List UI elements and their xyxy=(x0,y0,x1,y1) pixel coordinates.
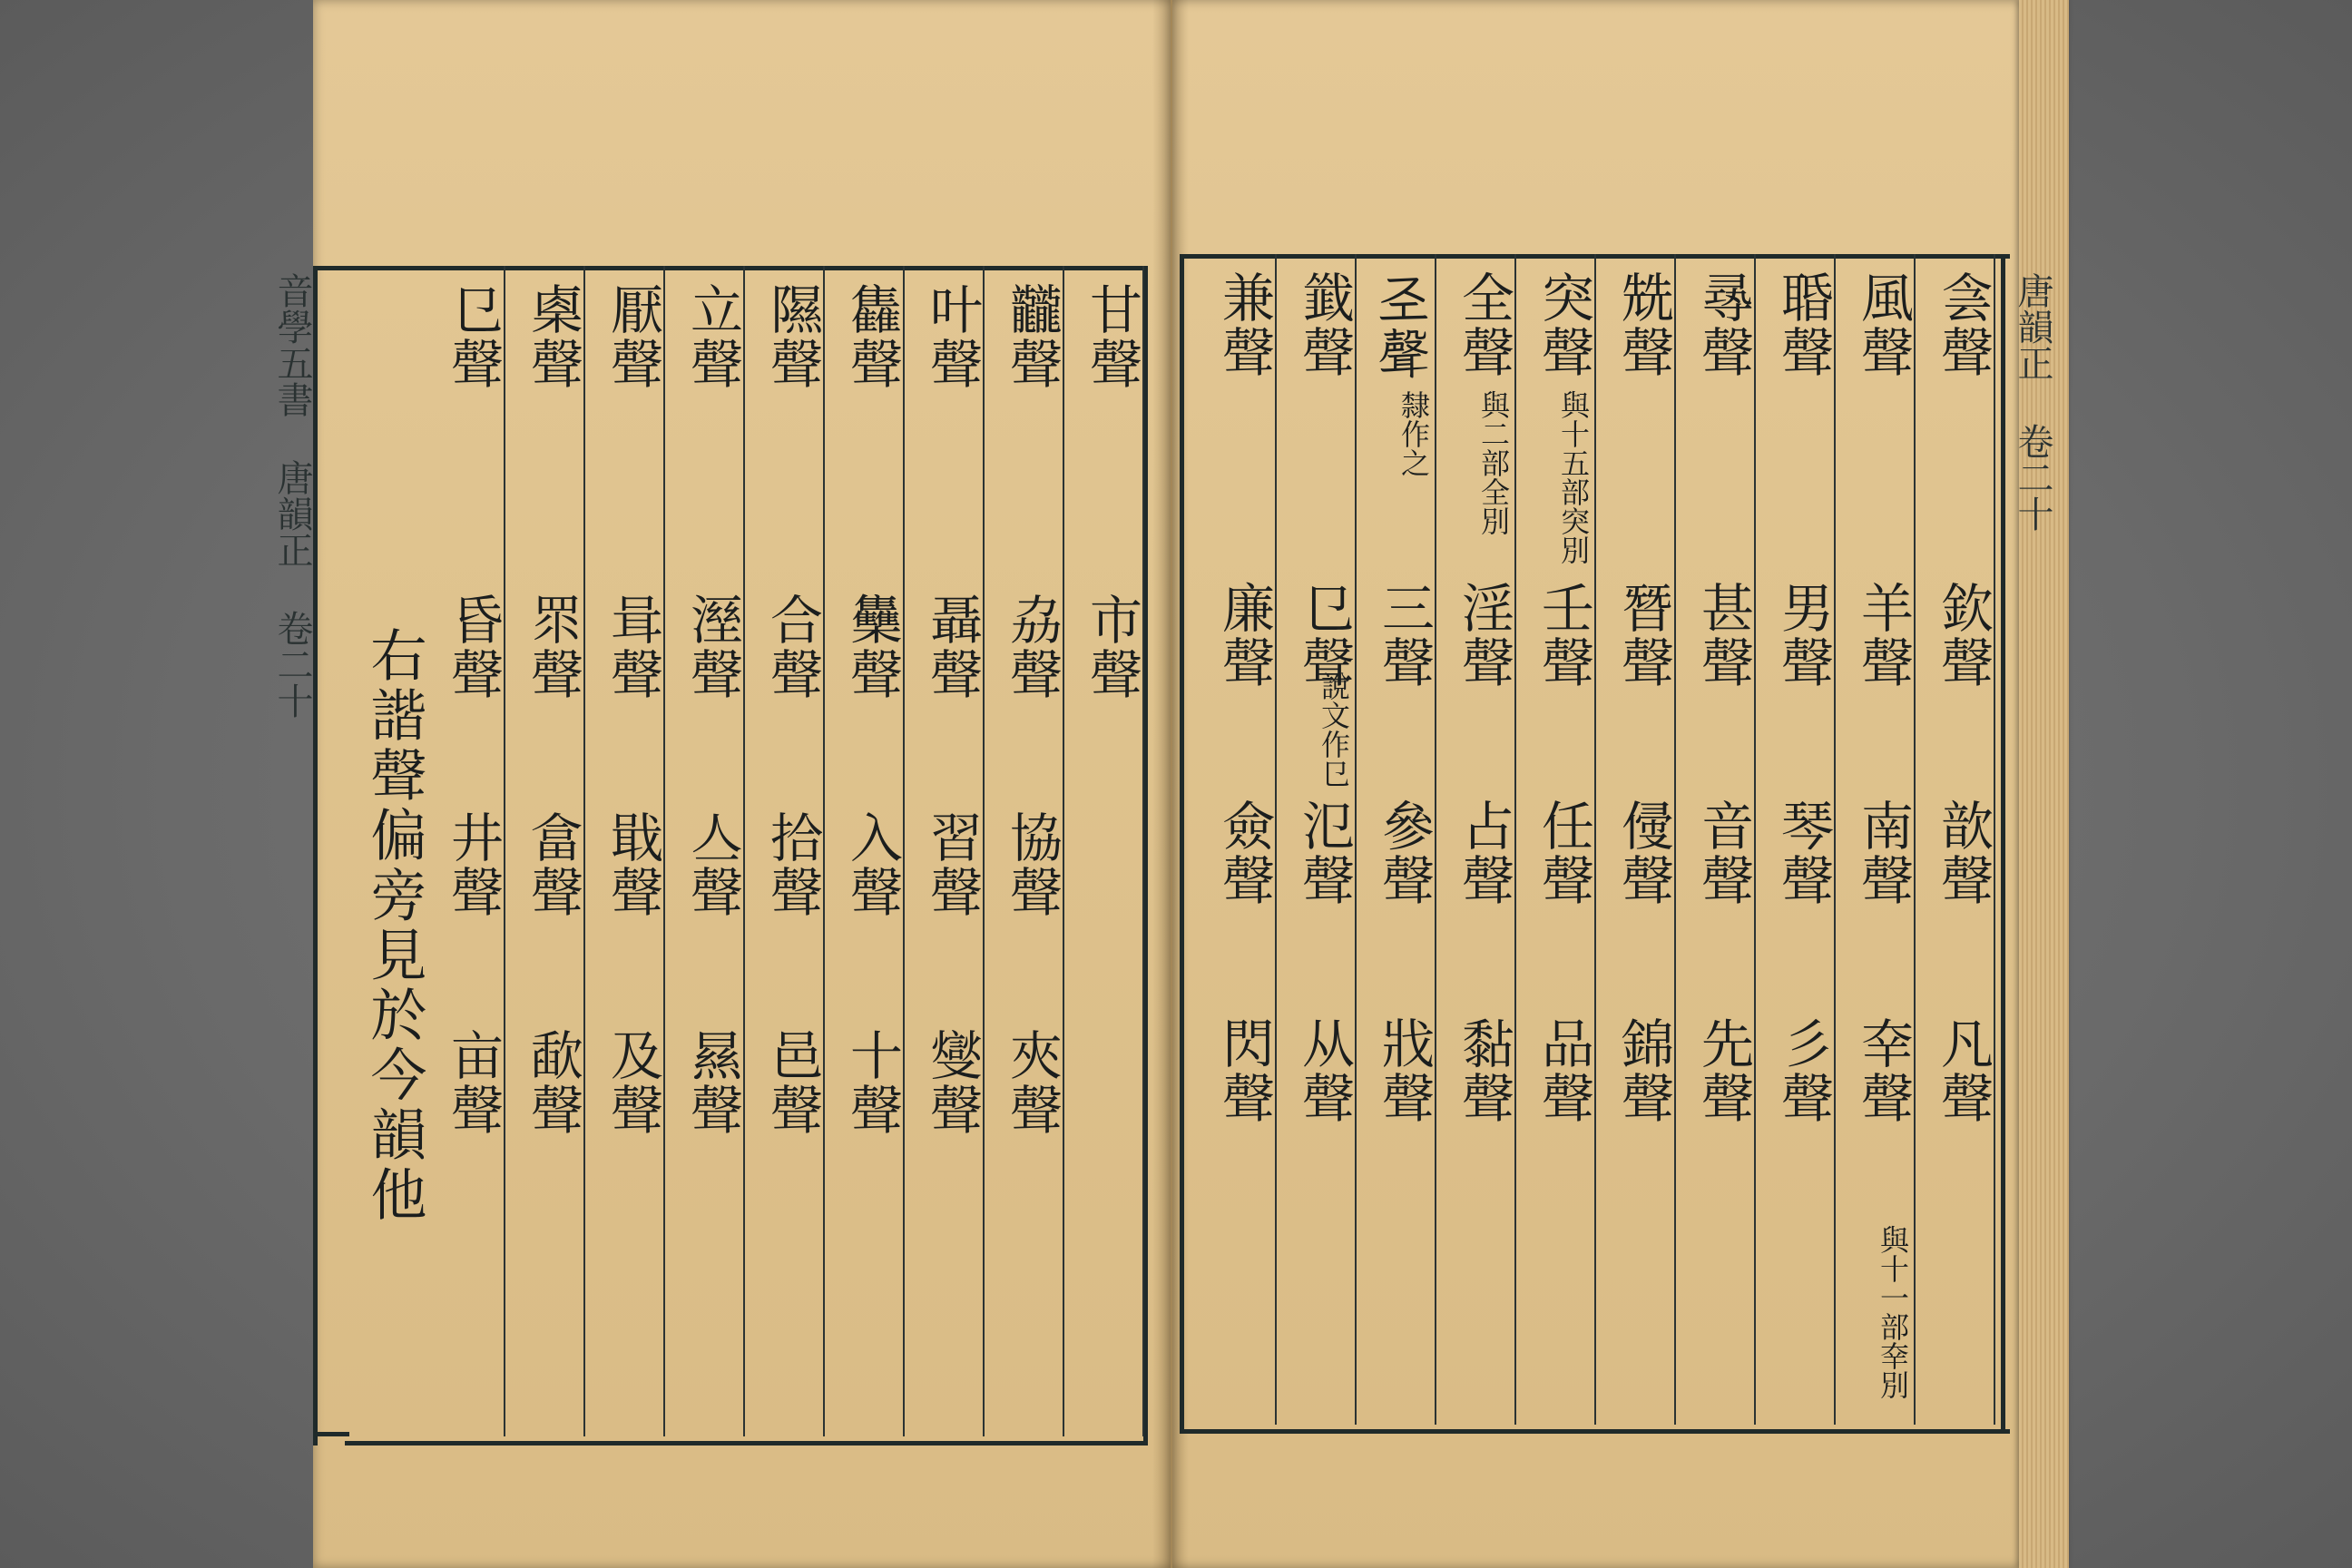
radical-entry: 叶聲 xyxy=(921,282,983,391)
radical-entry: 厭聲 xyxy=(602,282,663,391)
summary-line: 右諧聲偏旁見於今韻他 xyxy=(361,626,427,1225)
radical-entry: 甚聲 xyxy=(1692,581,1754,690)
radical-entry: 㑴聲 xyxy=(1612,799,1674,907)
column-rule xyxy=(1994,254,1995,1425)
radical-entry: 閃聲 xyxy=(1213,1016,1275,1125)
radical-entry: 琴聲 xyxy=(1772,799,1834,907)
column-rule xyxy=(743,266,745,1436)
radical-entry: 合聲 xyxy=(761,593,823,701)
radical-entry: 㮚聲 xyxy=(522,282,583,391)
radical-entry: 參聲 xyxy=(1373,799,1435,907)
radical-entry: 亩聲 xyxy=(442,1028,504,1137)
radical-entry: 歆聲 xyxy=(1932,799,1994,907)
radical-entry: 㔾聲 xyxy=(1293,581,1355,690)
column-rule xyxy=(663,266,665,1436)
radical-entry: 从聲 xyxy=(1293,1016,1355,1125)
column-rule xyxy=(1275,254,1277,1425)
column-rule xyxy=(1914,254,1916,1425)
radical-entry: 廉聲 xyxy=(1213,581,1275,690)
radical-entry: 全聲 xyxy=(1453,270,1514,379)
radical-entry: 聶聲 xyxy=(921,593,983,701)
radical-entry: 㬎聲 xyxy=(681,1028,743,1137)
radical-entry: 風聲 xyxy=(1852,270,1914,379)
radical-entry: 雥聲 xyxy=(841,282,903,391)
radical-entry: 侌聲 xyxy=(1932,270,1994,379)
right-margin-title: 唐韻正 卷二十 xyxy=(2012,272,2053,532)
radical-entry: 壬聲 xyxy=(1533,581,1594,690)
radical-entry: 雧聲 xyxy=(841,593,903,701)
column-rule xyxy=(903,266,905,1436)
left-margin-title: 音學五書 唐韻正 卷二十 xyxy=(271,272,313,719)
annotation-note: 與十五部突別 xyxy=(1556,390,1591,564)
radical-entry: 邑聲 xyxy=(761,1028,823,1137)
radical-entry: 隰聲 xyxy=(761,282,823,391)
radical-entry: 入聲 xyxy=(841,810,903,919)
radical-entry: 亼聲 xyxy=(681,810,743,919)
column-rule xyxy=(823,266,825,1436)
radical-entry: 三聲 xyxy=(1373,581,1435,690)
radical-entry: 朁聲 xyxy=(1612,581,1674,690)
radical-entry: 歃聲 xyxy=(522,1028,583,1137)
radical-entry: 龖聲 xyxy=(1001,282,1063,391)
radical-entry: 凡聲 xyxy=(1932,1016,1994,1125)
radical-entry: 及聲 xyxy=(602,1028,663,1137)
right-outer-rule xyxy=(2001,254,2005,1434)
annotation-note: 隸作之 xyxy=(1396,390,1431,477)
radical-entry: 羊聲 xyxy=(1852,581,1914,690)
radical-entry: 韱聲 xyxy=(1293,270,1355,379)
page-stack-edge xyxy=(2019,0,2069,1568)
radical-entry: 立聲 xyxy=(681,282,743,391)
column-rule xyxy=(1674,254,1676,1425)
radical-entry: 音聲 xyxy=(1692,799,1754,907)
radical-entry: 男聲 xyxy=(1772,581,1834,690)
radical-entry: 突聲 xyxy=(1533,270,1594,379)
column-rule xyxy=(983,266,985,1436)
radical-entry: 劦聲 xyxy=(1001,593,1063,701)
radical-entry: 燮聲 xyxy=(921,1028,983,1137)
radical-entry: 淫聲 xyxy=(1453,581,1514,690)
radical-entry: 氾聲 xyxy=(1293,799,1355,907)
column-rule xyxy=(1514,254,1516,1425)
radical-entry: 夾聲 xyxy=(1001,1028,1063,1137)
column-rule xyxy=(1834,254,1836,1425)
radical-entry: 昏聲 xyxy=(442,593,504,701)
radical-entry: 㝷聲 xyxy=(1692,270,1754,379)
radical-entry: 彡聲 xyxy=(1772,1016,1834,1125)
column-rule xyxy=(1142,266,1144,1436)
radical-entry: 錦聲 xyxy=(1612,1016,1674,1125)
radical-entry: 䎽聲 xyxy=(1772,270,1834,379)
column-rule xyxy=(1754,254,1756,1425)
radical-entry: 戕聲 xyxy=(1373,1016,1435,1125)
annotation-note: 說文作㔾 xyxy=(1317,671,1351,788)
radical-entry: 僉聲 xyxy=(1213,799,1275,907)
radical-entry: 市聲 xyxy=(1081,593,1142,701)
radical-entry: 南聲 xyxy=(1852,799,1914,907)
radical-entry: 習聲 xyxy=(921,810,983,919)
radical-entry: 任聲 xyxy=(1533,799,1594,907)
column-rule xyxy=(1355,254,1357,1425)
radical-entry: 拾聲 xyxy=(761,810,823,919)
radical-entry: 咠聲 xyxy=(602,593,663,701)
left-outer-rule xyxy=(313,266,318,1446)
column-rule xyxy=(1435,254,1436,1425)
radical-entry: 先聲 xyxy=(1692,1016,1754,1125)
radical-entry: 㔾聲 xyxy=(442,282,504,391)
radical-entry: 兼聲 xyxy=(1213,270,1275,379)
column-rule xyxy=(1063,266,1064,1436)
column-rule xyxy=(1594,254,1596,1425)
annotation-note: 與十一部㚔別 xyxy=(1876,1225,1910,1399)
annotation-note: 與二部全別 xyxy=(1476,390,1511,535)
radical-entry: 溼聲 xyxy=(681,593,743,701)
radical-entry: 黏聲 xyxy=(1453,1016,1514,1125)
radical-entry: 占聲 xyxy=(1453,799,1514,907)
radical-entry: 𢀖聲 xyxy=(1373,270,1435,379)
radical-entry: 甘聲 xyxy=(1081,282,1142,391)
left-outer-rule-top xyxy=(313,266,349,270)
radical-entry: 十聲 xyxy=(841,1028,903,1137)
radical-entry: 畣聲 xyxy=(522,810,583,919)
left-outer-rule-bottom xyxy=(313,1432,349,1436)
column-rule xyxy=(504,266,505,1436)
radical-entry: 㚔聲 xyxy=(1852,1016,1914,1125)
radical-entry: 眔聲 xyxy=(522,593,583,701)
radical-entry: 協聲 xyxy=(1001,810,1063,919)
radical-entry: 井聲 xyxy=(442,810,504,919)
radical-entry: 戢聲 xyxy=(602,810,663,919)
radical-entry: 兟聲 xyxy=(1612,270,1674,379)
column-rule xyxy=(583,266,585,1436)
radical-entry: 品聲 xyxy=(1533,1016,1594,1125)
radical-entry: 欽聲 xyxy=(1932,581,1994,690)
